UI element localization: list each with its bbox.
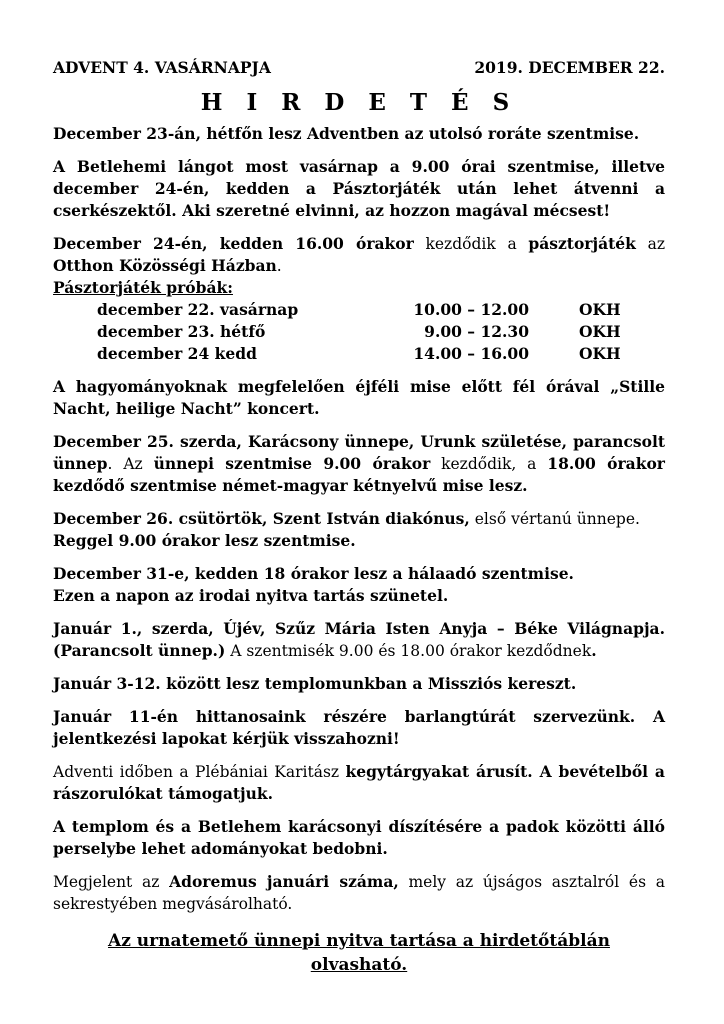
st-stephen-title: December 26. csütörtök, Szent István diakónus, xyxy=(53,509,470,528)
st-stephen-mass: Reggel 9.00 órakor lesz szentmise. xyxy=(53,531,356,550)
announcement-cave-tour: Január 11-én hittanosaink részére barlangtúrát szervezünk. A jelentkezési lapokat kérjük visszahozni! xyxy=(53,707,665,748)
nativity-play-text2: az xyxy=(635,235,665,253)
schedule-time: 14.00 – 16.00 xyxy=(413,344,529,363)
announcement-caritas xyxy=(53,761,665,805)
nativity-play-venue: Otthon Közösségi Házban xyxy=(53,256,277,275)
new-year-text: A szentmisék 9.00 és 18.00 órakor kezdődnek xyxy=(225,642,592,660)
announcement-new-year xyxy=(53,618,665,662)
schedule-row xyxy=(53,343,665,365)
bulletin-content xyxy=(53,57,665,977)
adoremus-text2: mely az újságos asztalról és a sekrestyében megvásárolható. xyxy=(53,873,665,913)
announcement-rorate: December 23-án, hétfőn lesz Adventben az utolsó roráte szentmise. xyxy=(53,124,640,143)
announcement-donations: A templom és a Betlehem karácsonyi díszítésére a padok közötti álló perselybe lehet adományokat bedobni. xyxy=(53,817,665,858)
announcement-st-stephen xyxy=(53,508,665,552)
nativity-play-name: pásztorjáték xyxy=(528,234,636,253)
schedule-place: OKH xyxy=(579,344,621,363)
schedule-place: OKH xyxy=(579,300,621,319)
st-stephen-text: első vértanú ünnepe. xyxy=(469,510,640,528)
footer-line-2: olvasható. xyxy=(310,955,408,975)
announcement-mission-cross: Január 3-12. között lesz templomunkban a Missziós kereszt. xyxy=(53,674,577,693)
schedule-time: 10.00 – 12.00 xyxy=(413,300,529,319)
nativity-play-time: December 24-én, kedden 16.00 órakor xyxy=(53,234,414,253)
christmas-day-text: . Az xyxy=(107,455,154,473)
header-date: 2019. DECEMBER 22. xyxy=(474,58,665,77)
header-left: ADVENT 4. VASÁRNAPJA xyxy=(53,58,271,77)
announcement-bethlehem-light: A Betlehemi lángot most vasárnap a 9.00 órai szentmise, illetve december 24-én, kedden a Pásztorjáték után lehet átvenni a cserkészektől. Aki szeretné elvinni, az hozzon magával mécsest! xyxy=(53,157,665,220)
schedule-row xyxy=(53,321,665,343)
caritas-text: Adventi időben a Plébániai Karitász xyxy=(53,763,346,781)
christmas-day-title: December 25. szerda, Karácsony ünnepe, Urunk születése, parancsolt ünnep xyxy=(53,432,665,473)
schedule-place: OKH xyxy=(579,322,621,341)
schedule-time: 9.00 – 12.30 xyxy=(424,322,529,341)
christmas-day-mass: ünnepi szentmise 9.00 órakor xyxy=(153,454,431,473)
page-title: H I R D E T É S xyxy=(200,89,518,116)
adoremus-title: Adoremus januári száma, xyxy=(169,872,399,891)
announcement-nativity-play xyxy=(53,233,665,277)
office-closed-text: Ezen a napon az irodai nyitva tartás szünetel. xyxy=(53,586,449,605)
announcement-christmas-day xyxy=(53,431,665,497)
schedule-date: december 23. hétfő xyxy=(97,322,266,341)
schedule-date: december 22. vasárnap xyxy=(97,300,299,319)
christmas-day-evening-mass: 18.00 órakor kezdődő szentmise német-magyar kétnyelvű mise lesz. xyxy=(53,454,665,495)
rehearsal-schedule xyxy=(53,277,665,365)
announcement-thanksgiving-mass xyxy=(53,563,665,607)
thanksgiving-mass-text: December 31-e, kedden 18 órakor lesz a hálaadó szentmise. xyxy=(53,564,574,583)
nativity-play-text: kezdődik a xyxy=(413,235,529,253)
schedule-row xyxy=(53,299,665,321)
footer-notice xyxy=(53,929,665,977)
christmas-day-text2: kezdődik, a xyxy=(430,455,548,473)
header xyxy=(53,57,665,79)
new-year-end: . xyxy=(591,641,597,660)
nativity-play-end: . xyxy=(276,257,282,275)
footer-line-1: Az urnatemető ünnepi nyitva tartása a hirdetőtáblán xyxy=(108,931,610,951)
rehearsal-schedule-title: Pásztorjáték próbák: xyxy=(53,278,233,297)
caritas-sale: kegytárgyakat árusít. A bevételből a rászorulókat támogatjuk. xyxy=(53,762,665,803)
announcement-adoremus xyxy=(53,871,665,915)
adoremus-text: Megjelent az xyxy=(53,873,170,891)
schedule-date: december 24 kedd xyxy=(97,344,257,363)
new-year-title: Január 1., szerda, Újév, Szűz Mária Isten Anyja – Béke Világnapja. (Parancsolt ünnep.) xyxy=(53,619,665,660)
announcement-midnight-concert: A hagyományoknak megfelelően éjféli mise előtt fél órával „Stille Nacht, heilige Nacht” koncert. xyxy=(53,377,665,418)
